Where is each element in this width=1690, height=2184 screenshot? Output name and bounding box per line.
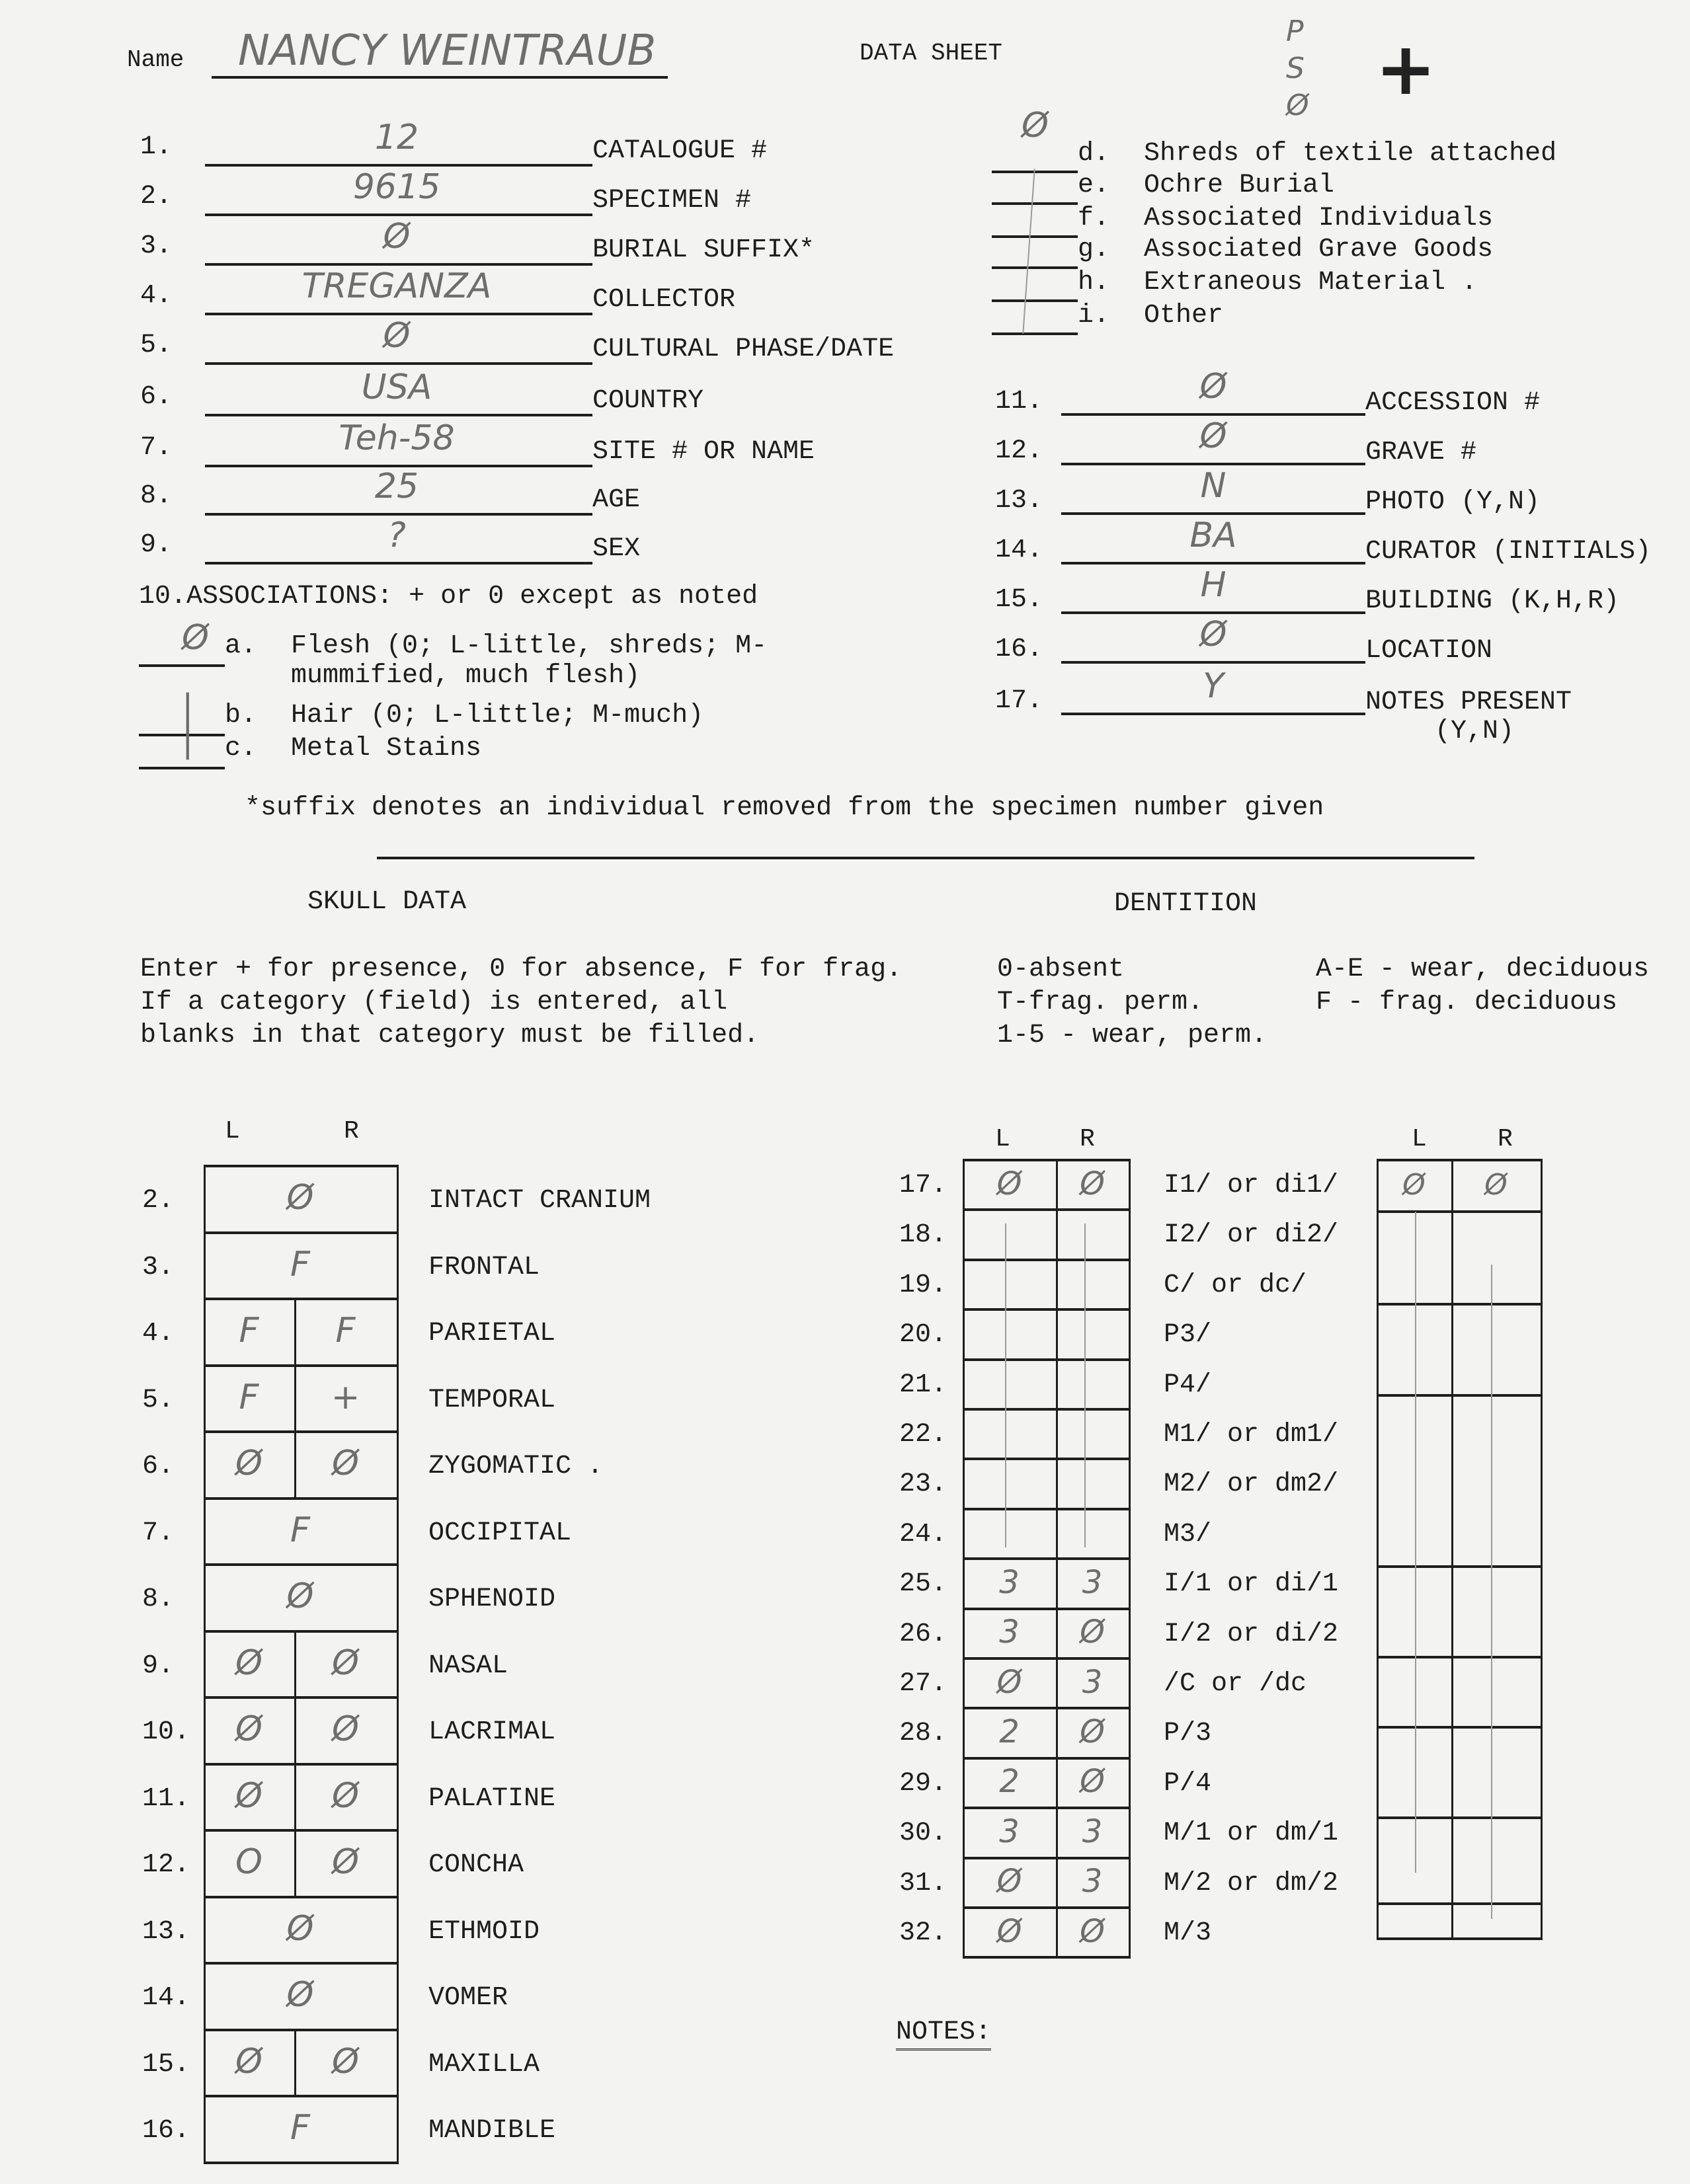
scribble-mark: + bbox=[1375, 26, 1437, 111]
legend-line: 0-absent bbox=[997, 955, 1125, 984]
assoc-text: Other bbox=[1144, 301, 1224, 331]
skull-cell-left[interactable]: F bbox=[239, 1311, 259, 1351]
field-underline bbox=[205, 214, 592, 216]
grid-divider bbox=[1451, 1159, 1453, 1937]
field-underline bbox=[1061, 512, 1365, 515]
skull-cell[interactable]: Ø bbox=[286, 1975, 314, 2015]
skull-row-number: 12. bbox=[142, 1850, 190, 1880]
field-underline bbox=[1061, 713, 1365, 715]
assoc-blank bbox=[139, 767, 225, 769]
dent-cell-right[interactable]: Ø bbox=[1080, 1165, 1105, 1202]
skull-row-label: MANDIBLE bbox=[428, 2116, 556, 2146]
field-underline bbox=[205, 263, 592, 266]
skull-row-number: 14. bbox=[142, 1983, 190, 2013]
field-number: 17. bbox=[995, 686, 1043, 716]
dent-row-label: P4/ bbox=[1164, 1370, 1212, 1400]
field-label: COUNTRY bbox=[592, 386, 704, 416]
field-label: BURIAL SUFFIX* bbox=[592, 235, 815, 265]
assoc-text: Associated Grave Goods bbox=[1144, 235, 1494, 264]
dent-cell-right[interactable] bbox=[1056, 1358, 1129, 1408]
dent-cell-left[interactable] bbox=[963, 1408, 1056, 1458]
skull-row-label: LACRIMAL bbox=[428, 1717, 556, 1747]
field-label: NOTES PRESENT bbox=[1365, 687, 1572, 717]
name-label: Name bbox=[127, 46, 184, 73]
field-number: 4. bbox=[140, 281, 173, 311]
assoc-text: mummified, much flesh) bbox=[291, 661, 641, 691]
grid-row-line bbox=[1377, 1565, 1543, 1568]
footnote: *suffix denotes an individual removed from the specimen number given bbox=[245, 793, 1324, 823]
field-number: 3. bbox=[140, 231, 173, 261]
skull-cell-left[interactable]: O bbox=[235, 1842, 262, 1883]
assoc-letter: d. bbox=[1078, 139, 1110, 169]
skull-row-label: NASAL bbox=[428, 1651, 508, 1681]
field-number: 7. bbox=[140, 433, 173, 463]
field-underline bbox=[205, 562, 592, 565]
dent-cell-left[interactable] bbox=[963, 1259, 1056, 1308]
skull-row-number: 15. bbox=[142, 2049, 190, 2080]
dent-cell-right[interactable]: 3 bbox=[1082, 1663, 1103, 1701]
dent-row-label: M/2 or dm/2 bbox=[1164, 1868, 1339, 1898]
skull-cell-left[interactable]: Ø bbox=[235, 1444, 262, 1484]
assoc-letter: i. bbox=[1078, 301, 1110, 331]
grid-row-line bbox=[1377, 1816, 1543, 1819]
dent-cell-left[interactable]: 3 bbox=[999, 1614, 1020, 1651]
dent-row-label: P3/ bbox=[1164, 1320, 1212, 1350]
skull-row-label: ETHMOID bbox=[428, 1916, 540, 1947]
skull-row-number: 16. bbox=[142, 2116, 190, 2146]
skull-cell[interactable]: F bbox=[290, 2108, 310, 2148]
dent-col-l: L bbox=[995, 1125, 1010, 1153]
grid-row-line bbox=[1377, 1394, 1543, 1397]
dent-cell-right[interactable]: Ø bbox=[1080, 1614, 1105, 1651]
field-number: 16. bbox=[995, 635, 1043, 664]
field-underline bbox=[205, 414, 592, 416]
field-number: 15. bbox=[995, 585, 1043, 615]
dent-row-number: 21. bbox=[899, 1370, 947, 1400]
skull-row-number: 3. bbox=[142, 1252, 175, 1282]
dent-cell-left[interactable]: Ø bbox=[996, 1912, 1022, 1950]
assoc-letter: h. bbox=[1078, 268, 1110, 297]
pencil-stroke bbox=[1022, 169, 1035, 334]
skull-row-number: 11. bbox=[142, 1783, 190, 1814]
assoc-blank bbox=[992, 202, 1078, 205]
corner-mark: Ø bbox=[1286, 89, 1309, 122]
assoc-blank bbox=[992, 235, 1078, 238]
skull-row-number: 9. bbox=[142, 1651, 175, 1681]
field-number: 5. bbox=[140, 331, 173, 360]
grid-row-line bbox=[1377, 1210, 1543, 1213]
grid-row-line bbox=[1377, 1937, 1543, 1940]
skull-row-number: 2. bbox=[142, 1186, 175, 1216]
field-label: GRAVE # bbox=[1365, 438, 1477, 467]
dent-row-label: /C or /dc bbox=[1164, 1669, 1307, 1699]
dent-cell-left[interactable]: 2 bbox=[999, 1763, 1020, 1801]
corner-mark: P bbox=[1286, 15, 1304, 48]
dent-cell-left[interactable] bbox=[963, 1208, 1056, 1258]
grid-row-line bbox=[1377, 1656, 1543, 1658]
field-value[interactable]: Ø bbox=[383, 217, 411, 256]
dent-row-label: M/3 bbox=[1164, 1918, 1212, 1948]
field-label: AGE bbox=[592, 485, 641, 515]
skull-cell-right[interactable]: Ø bbox=[332, 2041, 359, 2082]
instruction-line: blanks in that category must be filled. bbox=[140, 1021, 760, 1050]
dent-cell-left[interactable]: Ø bbox=[996, 1663, 1022, 1701]
assoc-value[interactable]: Ø bbox=[1022, 106, 1049, 145]
skull-row-label: VOMER bbox=[428, 1983, 508, 2013]
skull-row-number: 5. bbox=[142, 1385, 175, 1415]
pencil-stroke bbox=[1415, 1212, 1416, 1873]
page-title: DATA SHEET bbox=[860, 40, 1003, 67]
dent-row-label: P/4 bbox=[1164, 1768, 1212, 1799]
dent-cell-right[interactable] bbox=[1056, 1458, 1129, 1507]
skull-row-number: 4. bbox=[142, 1319, 175, 1348]
skull-instructions bbox=[140, 953, 902, 1052]
assoc-value[interactable]: Ø bbox=[182, 618, 209, 658]
skull-cell-right[interactable]: Ø bbox=[332, 1709, 359, 1750]
dent-row-number: 27. bbox=[899, 1669, 947, 1699]
field-value[interactable]: Ø bbox=[1199, 367, 1227, 407]
name-value[interactable]: NANCY WEINTRAUB bbox=[238, 26, 657, 75]
field-number: 12. bbox=[995, 436, 1043, 466]
field-label: LOCATION bbox=[1365, 636, 1493, 666]
assoc-value[interactable]: | bbox=[182, 721, 194, 760]
instruction-line: If a category (field) is entered, all bbox=[140, 988, 728, 1017]
field-label: CULTURAL PHASE/DATE bbox=[592, 334, 895, 364]
field-value[interactable]: BA bbox=[1189, 516, 1237, 555]
skull-cell-left[interactable]: F bbox=[239, 1377, 259, 1417]
field-number: 1. bbox=[140, 132, 173, 162]
assoc-text: Associated Individuals bbox=[1144, 204, 1494, 233]
legend-line: 1-5 - wear, perm. bbox=[997, 1021, 1268, 1050]
dent-row-number: 32. bbox=[899, 1918, 947, 1948]
field-underline bbox=[1061, 611, 1365, 614]
dent-row-label: P/3 bbox=[1164, 1719, 1212, 1749]
field-value[interactable]: Ø bbox=[1199, 416, 1227, 456]
skull-row-label: OCCIPITAL bbox=[428, 1518, 572, 1548]
decid-cell-right[interactable]: Ø bbox=[1484, 1167, 1508, 1202]
dent-cell-right[interactable]: 3 bbox=[1082, 1863, 1103, 1900]
grid-row-line bbox=[1377, 1902, 1543, 1905]
dent-row-number: 18. bbox=[899, 1220, 947, 1251]
dent-cell-right[interactable]: 3 bbox=[1082, 1563, 1103, 1601]
skull-cell-left[interactable]: Ø bbox=[235, 2041, 262, 2082]
skull-row-label: INTACT CRANIUM bbox=[428, 1186, 651, 1216]
skull-cell-right[interactable]: Ø bbox=[332, 1775, 359, 1816]
skull-cell-right[interactable]: F bbox=[335, 1311, 356, 1351]
skull-row-label: MAXILLA bbox=[428, 2049, 540, 2080]
grid-row-line bbox=[1377, 1726, 1543, 1729]
skull-row-label: CONCHA bbox=[428, 1850, 524, 1880]
skull-cell-right[interactable]: Ø bbox=[332, 1643, 359, 1683]
skull-row-label: PALATINE bbox=[428, 1783, 556, 1814]
dent-col-r: R bbox=[1080, 1125, 1095, 1153]
skull-cell-right[interactable]: + bbox=[331, 1377, 360, 1417]
dent-row-number: 19. bbox=[899, 1270, 947, 1300]
assoc-letter: a. bbox=[225, 631, 257, 661]
skull-row-number: 13. bbox=[142, 1916, 190, 1947]
name-underline bbox=[212, 76, 668, 79]
dent-cell-left[interactable] bbox=[963, 1308, 1056, 1358]
field-label: (Y,N) bbox=[1435, 717, 1515, 746]
grid-border bbox=[1377, 1159, 1379, 1937]
skull-row-label: ZYGOMATIC . bbox=[428, 1452, 604, 1481]
skull-cell[interactable]: Ø bbox=[286, 1577, 314, 1617]
dent-cell-right[interactable] bbox=[1056, 1508, 1129, 1557]
skull-col-r: R bbox=[344, 1117, 359, 1146]
pencil-stroke bbox=[1005, 1224, 1006, 1547]
field-underline bbox=[205, 164, 592, 167]
associations-heading: 10.ASSOCIATIONS: + or 0 except as noted bbox=[139, 582, 758, 611]
dent-row-number: 29. bbox=[899, 1768, 947, 1799]
skull-cell-left[interactable]: Ø bbox=[235, 1775, 262, 1816]
skull-cell-right[interactable]: Ø bbox=[332, 1842, 359, 1883]
dent-cell-right[interactable] bbox=[1056, 1208, 1129, 1258]
skull-cell-left[interactable]: Ø bbox=[235, 1709, 262, 1750]
dentition-legend-right bbox=[1316, 953, 1649, 1019]
assoc-blank bbox=[992, 266, 1078, 269]
assoc-letter: e. bbox=[1078, 171, 1110, 200]
pencil-stroke bbox=[1084, 1224, 1086, 1547]
field-label: SPECIMEN # bbox=[592, 186, 752, 215]
skull-cell[interactable]: Ø bbox=[286, 1178, 314, 1218]
assoc-text: Ochre Burial bbox=[1144, 171, 1335, 200]
legend-line: A-E - wear, deciduous bbox=[1316, 955, 1650, 984]
field-value[interactable]: Ø bbox=[1199, 615, 1227, 654]
decid-col-r: R bbox=[1498, 1125, 1513, 1153]
grid-row-line bbox=[963, 1956, 1131, 1959]
corner-marks bbox=[1286, 13, 1326, 124]
grid-row-line bbox=[204, 2162, 399, 2164]
assoc-letter: c. bbox=[225, 734, 257, 763]
decid-cell-left[interactable]: Ø bbox=[1402, 1167, 1426, 1202]
skull-cell[interactable]: F bbox=[290, 1510, 310, 1550]
dent-row-number: 28. bbox=[899, 1719, 947, 1749]
assoc-text: Metal Stains bbox=[291, 734, 482, 763]
assoc-text: Hair (0; L-little; M-much) bbox=[291, 701, 704, 730]
dent-cell-left[interactable]: 3 bbox=[999, 1813, 1020, 1850]
skull-cell[interactable]: Ø bbox=[286, 1908, 314, 1949]
dent-row-number: 30. bbox=[899, 1818, 947, 1849]
field-label: CATALOGUE # bbox=[592, 136, 768, 166]
dent-cell-right[interactable]: Ø bbox=[1080, 1713, 1105, 1751]
field-value[interactable]: N bbox=[1200, 466, 1227, 506]
dent-row-number: 23. bbox=[899, 1469, 947, 1500]
field-value[interactable]: Teh-58 bbox=[339, 418, 455, 458]
field-value[interactable]: 9615 bbox=[352, 167, 441, 207]
field-label: BUILDING (K,H,R) bbox=[1365, 586, 1620, 616]
dent-cell-left[interactable]: Ø bbox=[996, 1863, 1022, 1900]
assoc-blank bbox=[992, 332, 1078, 335]
dent-cell-left[interactable]: 3 bbox=[999, 1563, 1020, 1601]
field-label: CURATOR (INITIALS) bbox=[1365, 537, 1652, 566]
field-underline bbox=[1061, 463, 1365, 465]
notes-label: NOTES: bbox=[896, 2017, 991, 2050]
legend-line: T-frag. perm. bbox=[997, 988, 1204, 1017]
skull-heading: SKULL DATA bbox=[307, 887, 467, 917]
dent-cell-right[interactable]: Ø bbox=[1080, 1912, 1105, 1950]
assoc-letter: f. bbox=[1078, 204, 1110, 233]
pencil-stroke bbox=[1491, 1265, 1492, 1919]
assoc-letter: g. bbox=[1078, 235, 1110, 264]
skull-row-number: 7. bbox=[142, 1518, 175, 1548]
skull-cell-right[interactable]: Ø bbox=[332, 1444, 359, 1484]
dent-cell-right[interactable] bbox=[1056, 1408, 1129, 1458]
field-number: 8. bbox=[140, 481, 173, 511]
dent-row-label: C/ or dc/ bbox=[1164, 1270, 1307, 1300]
assoc-blank bbox=[139, 664, 225, 667]
legend-line: F - frag. deciduous bbox=[1316, 988, 1618, 1017]
field-label: PHOTO (Y,N) bbox=[1365, 487, 1541, 517]
field-underline bbox=[1061, 562, 1365, 565]
field-label: SITE # OR NAME bbox=[592, 437, 815, 467]
assoc-letter: b. bbox=[225, 701, 257, 730]
dent-row-label: I/2 or di/2 bbox=[1164, 1619, 1339, 1649]
dent-row-label: I1/ or di1/ bbox=[1164, 1171, 1339, 1200]
skull-row-number: 6. bbox=[142, 1452, 175, 1481]
dent-row-number: 26. bbox=[899, 1619, 947, 1649]
field-underline bbox=[1061, 661, 1365, 664]
skull-row-label: TEMPORAL bbox=[428, 1385, 556, 1415]
field-number: 13. bbox=[995, 486, 1043, 516]
skull-row-label: FRONTAL bbox=[428, 1252, 540, 1282]
grid-border bbox=[397, 1165, 399, 2162]
dentition-heading: DENTITION bbox=[1114, 889, 1258, 919]
field-value[interactable]: 12 bbox=[374, 118, 419, 157]
grid-border bbox=[1541, 1159, 1543, 1937]
dentition-legend-left bbox=[997, 953, 1267, 1052]
field-number: 11. bbox=[995, 387, 1043, 416]
decid-col-l: L bbox=[1412, 1125, 1427, 1153]
field-number: 14. bbox=[995, 535, 1043, 565]
assoc-text: Flesh (0; L-little, shreds; M- bbox=[291, 631, 768, 661]
field-value[interactable]: ? bbox=[387, 516, 406, 555]
field-underline bbox=[205, 362, 592, 365]
dent-row-number: 17. bbox=[899, 1171, 947, 1200]
field-label: COLLECTOR bbox=[592, 285, 736, 315]
field-value[interactable]: Ø bbox=[383, 316, 411, 356]
field-value[interactable]: H bbox=[1200, 565, 1227, 605]
field-value[interactable]: Y bbox=[1203, 666, 1224, 706]
field-underline bbox=[1061, 413, 1365, 416]
dent-cell-right[interactable] bbox=[1056, 1259, 1129, 1308]
dent-row-label: M1/ or dm1/ bbox=[1164, 1420, 1339, 1450]
field-value[interactable]: TREGANZA bbox=[302, 266, 492, 306]
dent-cell-left[interactable]: 2 bbox=[999, 1713, 1020, 1751]
dent-row-label: I/1 or di/1 bbox=[1164, 1569, 1339, 1600]
field-label: ACCESSION # bbox=[1365, 388, 1541, 418]
skull-col-l: L bbox=[225, 1117, 240, 1146]
skull-row-number: 8. bbox=[142, 1584, 175, 1614]
dent-cell-left[interactable] bbox=[963, 1508, 1056, 1557]
assoc-text: Extraneous Material . bbox=[1144, 268, 1478, 297]
field-label: SEX bbox=[592, 534, 641, 564]
field-number: 6. bbox=[140, 382, 173, 412]
grid-row-line bbox=[1377, 1303, 1543, 1306]
skull-cell-left[interactable]: Ø bbox=[235, 1643, 262, 1683]
dent-cell-right[interactable]: Ø bbox=[1080, 1763, 1105, 1801]
dent-cell-left[interactable] bbox=[963, 1358, 1056, 1408]
dent-row-number: 24. bbox=[899, 1519, 947, 1549]
corner-mark: S bbox=[1286, 52, 1305, 85]
skull-cell[interactable]: F bbox=[290, 1244, 310, 1284]
dent-row-label: M2/ or dm2/ bbox=[1164, 1469, 1339, 1500]
field-value[interactable]: USA bbox=[361, 368, 432, 407]
section-divider bbox=[377, 857, 1474, 859]
field-value[interactable]: 25 bbox=[374, 467, 419, 506]
dent-cell-right[interactable]: 3 bbox=[1082, 1813, 1103, 1850]
field-number: 9. bbox=[140, 530, 173, 560]
dent-row-number: 22. bbox=[899, 1420, 947, 1450]
assoc-text: Shreds of textile attached bbox=[1144, 139, 1557, 169]
field-underline bbox=[205, 313, 592, 315]
dent-cell-right[interactable] bbox=[1056, 1308, 1129, 1358]
dent-row-number: 20. bbox=[899, 1320, 947, 1350]
dent-row-number: 25. bbox=[899, 1569, 947, 1600]
instruction-line: Enter + for presence, 0 for absence, F for frag. bbox=[140, 955, 903, 984]
dent-cell-left[interactable]: Ø bbox=[996, 1165, 1022, 1202]
field-number: 2. bbox=[140, 182, 173, 212]
assoc-blank bbox=[992, 299, 1078, 302]
skull-row-label: PARIETAL bbox=[428, 1319, 556, 1348]
dent-row-number: 31. bbox=[899, 1868, 947, 1898]
assoc-value[interactable]: | bbox=[182, 687, 194, 727]
dent-cell-left[interactable] bbox=[963, 1458, 1056, 1507]
dent-row-label: I2/ or di2/ bbox=[1164, 1220, 1339, 1251]
dent-row-label: M/1 or dm/1 bbox=[1164, 1818, 1339, 1849]
skull-row-number: 10. bbox=[142, 1717, 190, 1747]
dent-row-label: M3/ bbox=[1164, 1519, 1212, 1549]
skull-row-label: SPHENOID bbox=[428, 1584, 556, 1614]
